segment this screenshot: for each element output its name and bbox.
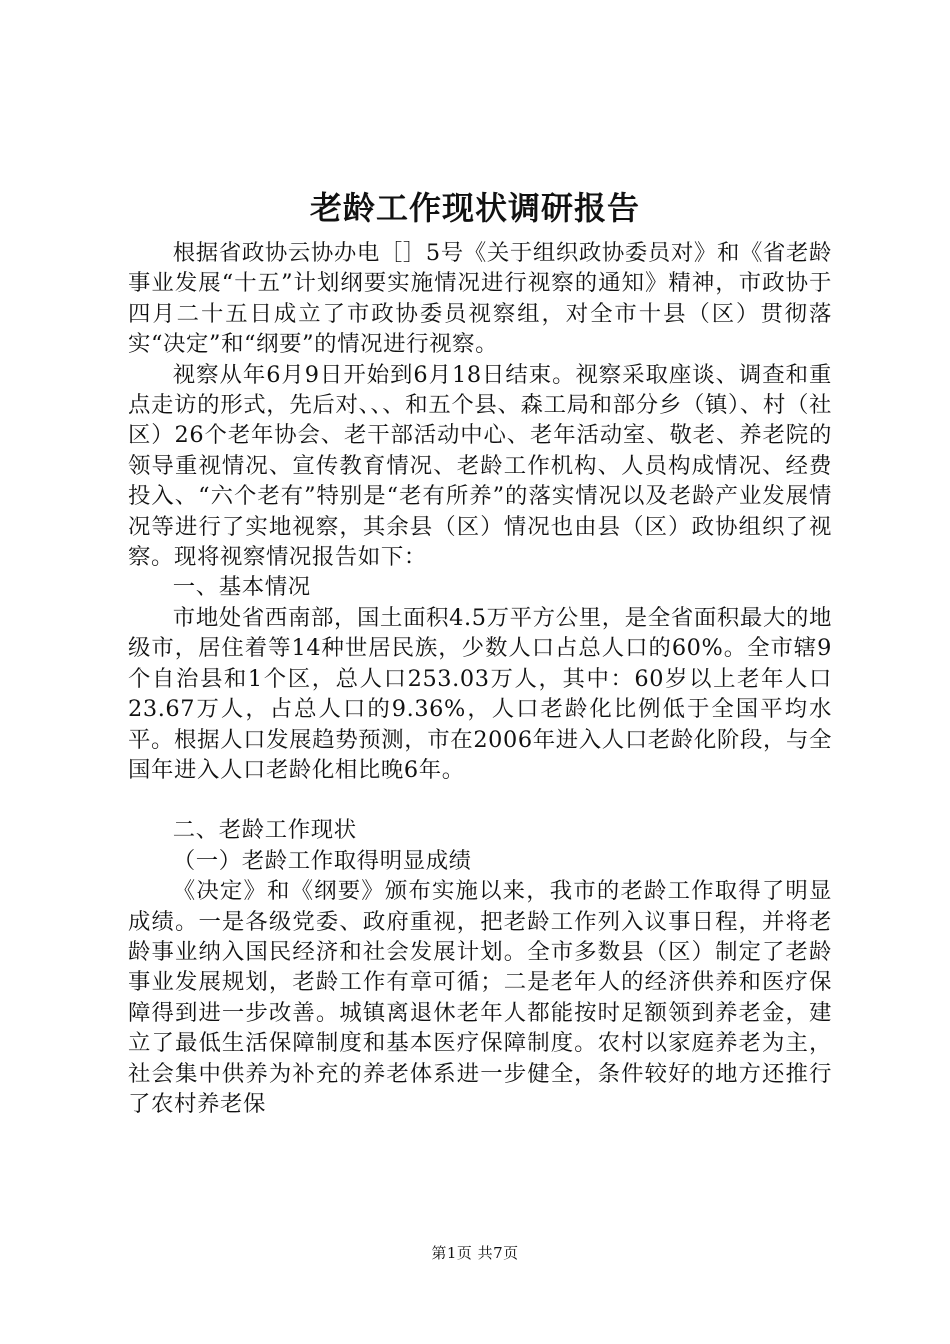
blank-line (128, 785, 832, 815)
paragraph-intro: 根据省政协云协办电［］5号《关于组织政协委员对》和《省老龄事业发展“十五”计划纲要实施情况进行视察的通知》精神，市政协于四月二十五日成立了市政协委员视察组，对全市十县（区）贯彻落实“决定”和“纲要”的情况进行视察。 (128, 240, 832, 358)
document-title: 老龄工作现状调研报告 (309, 189, 640, 227)
subsection-heading-achievements: （一）老龄工作取得明显成绩 (172, 847, 472, 874)
paragraph-inspection: 视察从年6月9日开始到6月18日结束。视察采取座谈、调查和重点走访的形式，先后对、、、和五个县、森工局和部分乡（镇）、村（社区）26个老年协会、老干部活动中心、老年活动室、敬老、养老院的领导重视情况、宣传教育情况、老龄工作机构、人员构成情况、经费投入、“六个老有”特别是“老有所养”的落实情况以及老龄产业发展情况等进行了实地视察，其余县（区）情况也由县（区）政协组织了视察。现将视察情况报告如下： (128, 361, 832, 571)
paragraph-achievements: 《决定》和《纲要》颁布实施以来，我市的老龄工作取得了明显成绩。一是各级党委、政府重视，把老龄工作列入议事日程，并将老龄事业纳入国民经济和社会发展计划。全市多数县（区）制定了老龄事业发展规划，老龄工作有章可循；二是老年人的经济供养和医疗保障得到进一步改善。城镇离退休老年人都能按时足额领到养老金，建立了最低生活保障制度和基本医疗保障制度。农村以家庭养老为主，社会集中供养为补充的养老体系进一步健全，条件较好的地方还推行了农村养老保 (128, 878, 832, 1117)
document-body (128, 238, 832, 1119)
page-number-footer: 第1页 共7页 (431, 1244, 519, 1262)
paragraph-basic-situation: 市地处省西南部，国土面积4.5万平方公里，是全省面积最大的地级市，居住着等14种世居民族，少数人口占总人口的60%。全市辖9个自治县和1个区，总人口253.03万人，其中：60岁以上老年人口23.67万人，占总人口的9.36%，人口老龄化比例低于全国平均水平。根据人口发展趋势预测，市在2006年进入人口老龄化阶段，与全国年进入人口老龄化相比晚6年。 (128, 604, 832, 783)
section-heading-basic: 一、基本情况 (172, 574, 311, 601)
section-heading-status: 二、老龄工作现状 (172, 817, 357, 844)
